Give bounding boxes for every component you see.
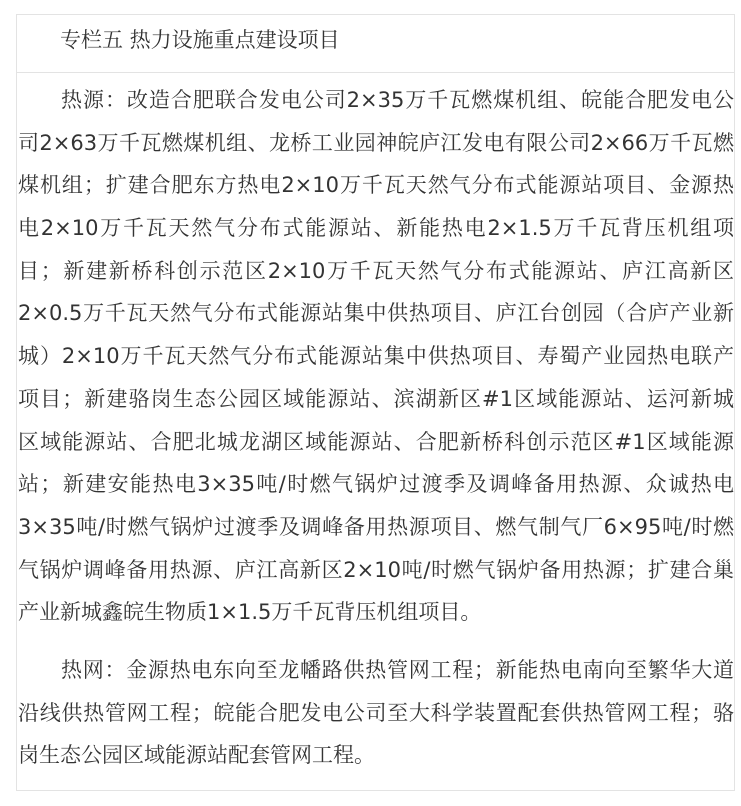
text-line: 目；新建新桥科创示范区2×10万千瓦天然气分布式能源站、庐江高新区 bbox=[18, 258, 734, 283]
text-line: 司2×63万千瓦燃煤机组、龙桥工业园神皖庐江发电有限公司2×66万千瓦燃 bbox=[18, 130, 734, 155]
text-line: 热网：金源热电东向至龙幡路供热管网工程；新能热电南向至繁华大道 bbox=[61, 657, 734, 682]
text-line: 气锅炉调峰备用热源、庐江高新区2×10吨/时燃气锅炉备用热源；扩建合巢 bbox=[18, 557, 734, 582]
project-table bbox=[16, 14, 735, 791]
paragraph-heat-network bbox=[18, 649, 734, 777]
table-body bbox=[17, 73, 734, 777]
text-line: 电2×10万千瓦天然气分布式能源站、新能热电2×1.5万千瓦背压机组项 bbox=[18, 216, 734, 241]
text-line: 煤机组；扩建合肥东方热电2×10万千瓦天然气分布式能源站项目、金源热 bbox=[18, 173, 734, 198]
paragraph-heat-sources bbox=[18, 79, 734, 634]
text-line: 城）2×10万千瓦天然气分布式能源站集中供热项目、寿蜀产业园热电联产 bbox=[18, 344, 734, 369]
text-line: 热源：改造合肥联合发电公司2×35万千瓦燃煤机组、皖能合肥发电公 bbox=[61, 88, 734, 112]
text-line: 站；新建安能热电3×35吨/时燃气锅炉过渡季及调峰备用热源、众诚热电 bbox=[18, 472, 734, 497]
text-line: 区域能源站、合肥北城龙湖区域能源站、合肥新桥科创示范区#1区域能源 bbox=[18, 429, 734, 454]
text-line: 项目；新建骆岗生态公园区域能源站、滨湖新区#1区域能源站、运河新城 bbox=[18, 386, 734, 411]
text-line: 3×35吨/时燃气锅炉过渡季及调峰备用热源项目、燃气制气厂6×95吨/时燃 bbox=[18, 514, 734, 539]
text-line: 沿线供热管网工程；皖能合肥发电公司至大科学装置配套供热管网工程；骆 bbox=[18, 700, 734, 725]
text-line: 产业新城鑫皖生物质1×1.5万千瓦背压机组项目。 bbox=[18, 600, 482, 625]
table-title: 专栏五 热力设施重点建设项目 bbox=[17, 15, 734, 73]
text-line: 岗生态公园区域能源站配套管网工程。 bbox=[18, 743, 375, 768]
text-line: 2×0.5万千瓦天然气分布式能源站集中供热项目、庐江台创园（合庐产业新 bbox=[18, 301, 734, 326]
